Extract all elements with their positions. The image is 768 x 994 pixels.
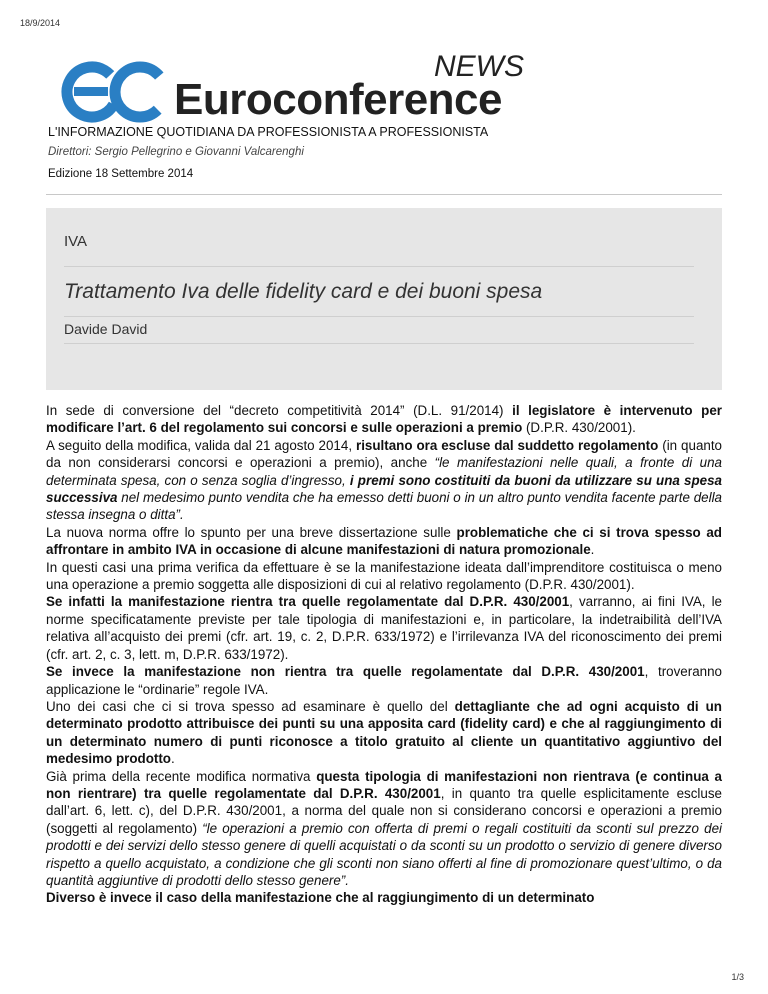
text-run: i premi sono costituiti da buoni da utilizzare su una spesa successiva — [46, 472, 722, 506]
article-author: Davide David — [64, 321, 148, 337]
text-run: risultano ora escluse dal suddetto regolamento — [355, 437, 659, 453]
article-title: Trattamento Iva delle fidelity card e dei buoni spesa — [64, 280, 543, 303]
text-run: In questi casi una prima verifica da effettuare è se la manifestazione ideata dall’imprenditore costituisca o meno una operazione a premio soggetta alle disposizioni di cui al relativo regolamento (D.P.R. 430/2001). — [46, 559, 722, 593]
article-paragraph — [46, 524, 722, 559]
article-paragraph — [46, 768, 722, 890]
article-paragraph — [46, 889, 722, 906]
header-divider — [46, 194, 722, 195]
directors: Direttori: Sergio Pellegrino e Giovanni Valcarenghi — [48, 146, 304, 158]
ec-logo-mark-icon — [58, 57, 176, 124]
text-run: , troveranno applicazione le “ordinarie” regole IVA. — [46, 664, 722, 697]
article-paragraph — [46, 663, 722, 698]
text-run: (D.P.R. 430/2001). — [522, 420, 636, 436]
text-run: In sede di conversione del “decreto competitività 2014” (D.L. 91/2014) — [46, 403, 513, 418]
article-paragraph — [46, 698, 722, 768]
page-number: 1/3 — [731, 972, 744, 982]
text-run: dettagliante che ad ogni acquisto di un determinato prodotto attribuisce dei punti su una apposita card (fidelity card) e che al raggiungimento di un determinato numero di punti riconosce a titolo gratuito al cliente un quantitativo aggiuntivo del medesimo prodotto — [46, 698, 722, 767]
euroconference-news-logo — [52, 46, 572, 124]
text-run: . — [170, 751, 175, 767]
text-run: A seguito della modifica, valida dal 21 agosto 2014, — [46, 437, 356, 453]
divider — [64, 266, 694, 267]
logo-news-text: NEWS — [434, 50, 524, 83]
article-paragraph — [46, 593, 722, 663]
article-header-box — [46, 208, 722, 390]
text-run: “le manifestazioni nelle quali, a fronte di una determinata spesa, con o senza soglia d’ingresso, — [46, 455, 722, 488]
text-run: problematiche che ci si trova spesso ad affrontare in ambito IVA in occasione di alcune manifestazioni di natura promozionale — [46, 524, 722, 558]
divider — [64, 343, 694, 344]
text-run: Già prima della recente modifica normativa — [46, 768, 317, 784]
text-run: nel medesimo punto vendita che ha emesso detti buoni o in un altro punto vendita facente parte della stessa insegna o ditta”. — [46, 490, 722, 523]
text-run: , varranno, ai fini IVA, le norme specificatamente previste per tale tipologia di manifestazioni e, in particolare, la indetraibilità dell’IVA relativa all’acquisto dei premi (cfr. art. 19, c. 2, D.P.R. 633/1972) e l’irrilevanza IVA del riconoscimento dei premi (cfr. art. 2, c. 3, lett. m, D.P.R. 633/1972). — [46, 594, 722, 662]
article-paragraph — [46, 402, 722, 437]
text-run: . — [590, 542, 595, 558]
divider — [64, 316, 694, 317]
article-body — [46, 402, 722, 907]
logo-brand-text: Euroconference — [174, 75, 502, 124]
text-run: , in quanto tra quelle esplicitamente escluse dall’art. 6, lett. c), del D.P.R. 430/2001, a norma del quale non si considerano concorsi e operazioni a premio (soggetti al regolamento) — [46, 785, 722, 836]
text-run: Diverso è invece il caso della manifestazione che al raggiungimento di un determinato — [46, 890, 595, 906]
text-run: il legislatore è intervenuto per modificare l’art. 6 del regolamento sui concorsi e sulle operazioni a premio — [46, 403, 722, 436]
article-category: IVA — [64, 233, 88, 250]
text-run: Se invece la manifestazione non rientra tra quelle regolamentate dal D.P.R. 430/2001 — [46, 664, 645, 680]
text-run: questa tipologia di manifestazioni non rientrava (e continua a non rientrare) tra quelle regolamentate dal D.P.R. 430/2001 — [46, 768, 722, 801]
text-run: Uno dei casi che ci si trova spesso ad esaminare è quello del — [46, 698, 455, 714]
text-run: (in quanto da non considerarsi concorsi e operazioni a premio), anche — [46, 437, 723, 471]
text-run: “le operazioni a premio con offerta di premi o regali costituiti da sconti sul prezzo dei prodotti e dei servizi dello stesso genere di quelli acquistati o da sconti su un prodotto o servizio di genere diverso rispetto a quello acquistato, a condizione che gli sconti non siano offerti al fine di promozionare quest’ultimo, o da quantità aggiuntive di prodotti dello stesso genere”. — [46, 820, 722, 888]
text-run: Se infatti la manifestazione rientra tra quelle regolamentate dal D.P.R. 430/2001 — [46, 594, 570, 610]
text-run: La nuova norma offre lo spunto per una breve dissertazione sulle — [46, 524, 457, 540]
article-paragraph — [46, 437, 722, 524]
article-paragraph — [46, 559, 722, 594]
edition-date: Edizione 18 Settembre 2014 — [48, 168, 194, 180]
tagline: L'INFORMAZIONE QUOTIDIANA DA PROFESSIONISTA A PROFESSIONISTA — [48, 125, 489, 139]
print-date: 18/9/2014 — [20, 18, 61, 28]
